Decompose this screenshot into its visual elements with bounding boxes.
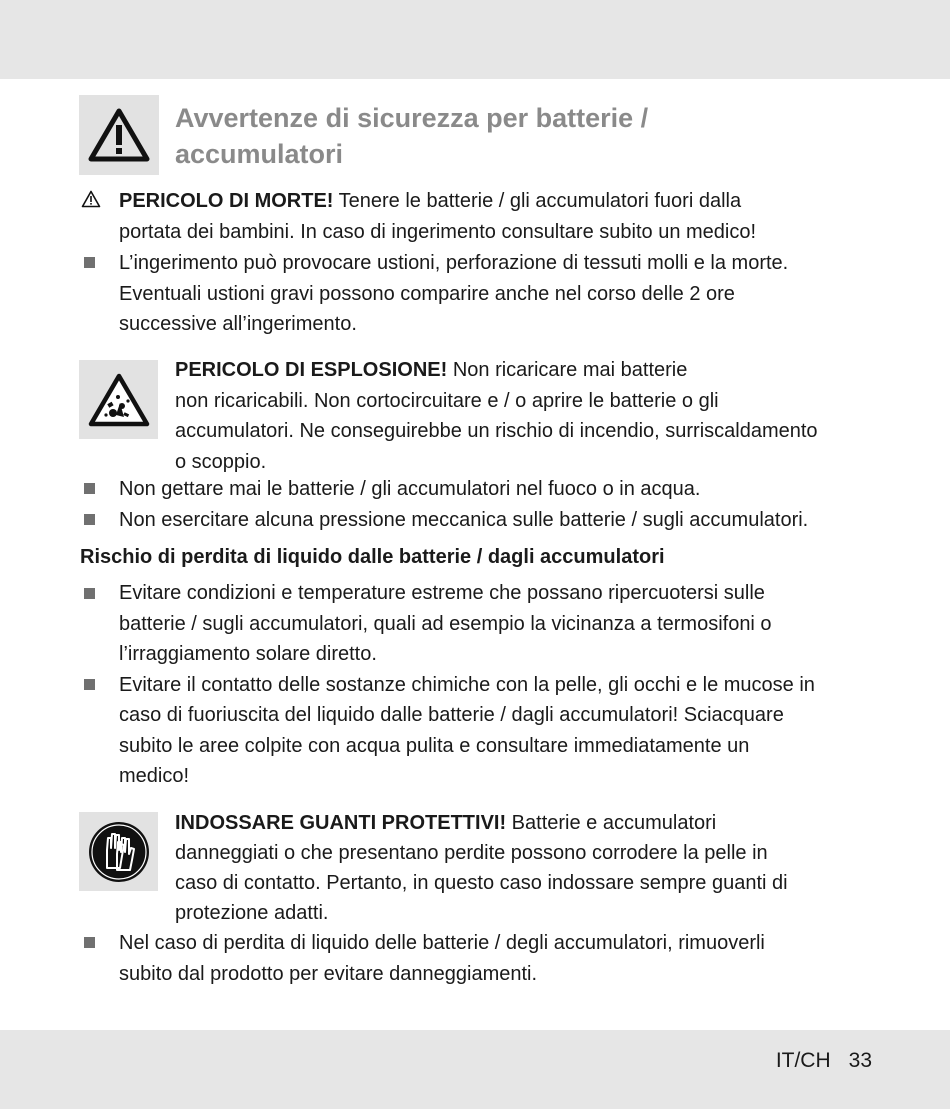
explosion-hazard-icon — [88, 373, 150, 427]
square-bullet — [84, 588, 95, 599]
death-warning-label: PERICOLO DI MORTE! — [119, 190, 334, 212]
protective-gloves-icon — [87, 820, 151, 884]
contact-line4: medico! — [119, 765, 190, 787]
explosion-line4: o scoppio. — [175, 451, 267, 473]
contact-line3: subito le aree colpite con acqua pulita e consultare immediatamente un — [119, 735, 750, 757]
warning-icon-box — [79, 95, 159, 175]
remove-line2: subito dal prodotto per evitare danneggiamenti. — [119, 963, 538, 985]
ingest-line1: L’ingerimento può provocare ustioni, perforazione di tessuti molli e la morte. — [119, 252, 789, 274]
section-title-line1: Avvertenze di sicurezza per batterie / — [175, 103, 649, 133]
square-bullet — [84, 937, 95, 948]
death-warning-text1: Tenere le batterie / gli accumulatori fuori dalla — [333, 190, 742, 212]
top-band — [0, 0, 950, 79]
contact-line1: Evitare il contatto delle sostanze chimiche con la pelle, gli occhi e le mucose in — [119, 674, 815, 696]
gloves-line2: danneggiati o che presentano perdite possono corrodere la pelle in — [175, 842, 768, 864]
gloves-line4: protezione adatti. — [175, 902, 329, 924]
gloves-icon-box — [79, 812, 158, 891]
death-warning-line1 — [119, 186, 741, 217]
gloves-line3: caso di contatto. Pertanto, in questo caso indossare sempre guanti di — [175, 872, 788, 894]
explosion-line3: accumulatori. Ne conseguirebbe un rischio di incendio, surriscaldamento — [175, 420, 818, 442]
explosion-line2: non ricaricabili. Non cortocircuitare e / o aprire le batterie o gli — [175, 390, 719, 412]
fire-line: Non gettare mai le batterie / gli accumulatori nel fuoco o in acqua. — [119, 478, 701, 500]
warning-small-icon — [81, 190, 101, 208]
section-title-line2: accumulatori — [175, 139, 344, 169]
extreme-line2: batterie / sugli accumulatori, quali ad esempio la vicinanza a termosifoni o — [119, 613, 772, 635]
explosion-icon-box — [79, 360, 158, 439]
gloves-text1: Batterie e accumulatori — [506, 812, 717, 834]
gloves-line1 — [175, 808, 716, 839]
square-bullet — [84, 679, 95, 690]
leak-heading: Rischio di perdita di liquido dalle batterie / dagli accumulatori — [80, 546, 665, 568]
pressure-line: Non esercitare alcuna pressione meccanica sulle batterie / sugli accumulatori. — [119, 509, 809, 531]
extreme-line3: l’irraggiamento solare diretto. — [119, 643, 377, 665]
square-bullet — [84, 483, 95, 494]
page-number: 33 — [848, 1049, 872, 1072]
explosion-line1 — [175, 355, 687, 386]
contact-line2: caso di fuoriuscita del liquido dalle batterie / dagli accumulatori! Sciacquare — [119, 704, 784, 726]
remove-line1: Nel caso di perdita di liquido delle batterie / degli accumulatori, rimuoverli — [119, 932, 765, 954]
death-warning-line2: portata dei bambini. In caso di ingerimento consultare subito un medico! — [119, 221, 757, 243]
section-title — [175, 100, 815, 172]
square-bullet — [84, 257, 95, 268]
extreme-line1: Evitare condizioni e temperature estreme che possano ripercuotersi sulle — [119, 582, 765, 604]
explosion-text1: Non ricaricare mai batterie — [447, 359, 688, 381]
warning-triangle-icon — [88, 108, 150, 162]
gloves-label: INDOSSARE GUANTI PROTETTIVI! — [175, 812, 507, 834]
page-footer — [776, 1049, 872, 1073]
square-bullet — [84, 514, 95, 525]
ingest-line2: Eventuali ustioni gravi possono comparire anche nel corso delle 2 ore — [119, 283, 735, 305]
explosion-label: PERICOLO DI ESPLOSIONE! — [175, 359, 448, 381]
footer-language: IT/CH — [775, 1049, 831, 1072]
ingest-line3: successive all’ingerimento. — [119, 313, 357, 335]
